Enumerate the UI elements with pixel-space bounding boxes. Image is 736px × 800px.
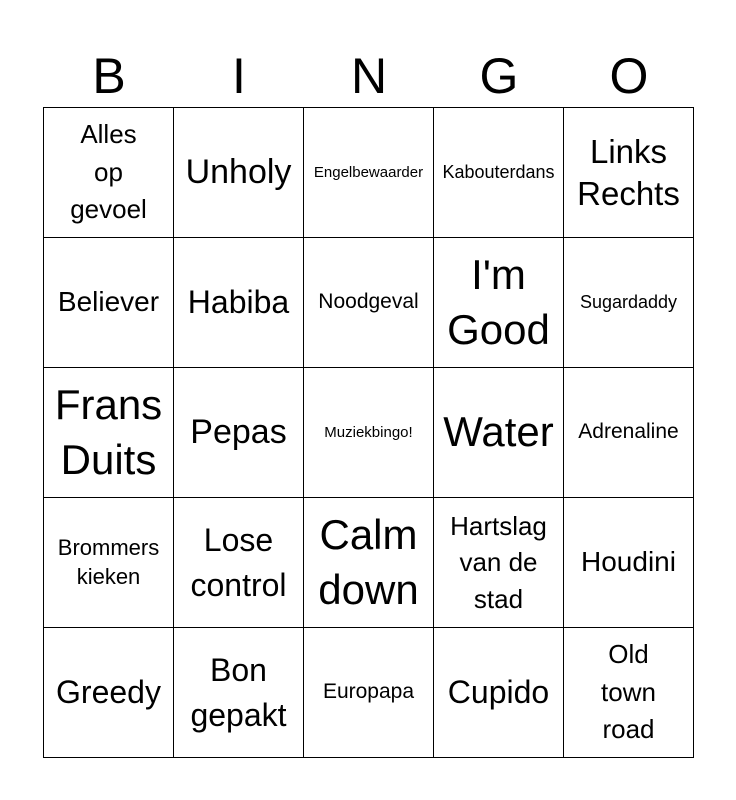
bingo-cell: Adrenaline xyxy=(564,368,694,498)
bingo-cell: Houdini xyxy=(564,498,694,628)
bingo-cell: Habiba xyxy=(174,238,304,368)
header-letter-n: N xyxy=(350,48,388,104)
bingo-cell: Unholy xyxy=(174,108,304,238)
bingo-cell: Muziekbingo! xyxy=(304,368,434,498)
bingo-cell: Lose control xyxy=(174,498,304,628)
bingo-cell: Europapa xyxy=(304,628,434,758)
bingo-cell: Bon gepakt xyxy=(174,628,304,758)
bingo-cell: Noodgeval xyxy=(304,238,434,368)
header-letter-g: G xyxy=(479,48,519,104)
header-letter-i: I xyxy=(232,48,246,104)
bingo-cell: Calm down xyxy=(304,498,434,628)
bingo-cell: Brommers kieken xyxy=(44,498,174,628)
bingo-cell: Water xyxy=(434,368,564,498)
bingo-cell: I'm Good xyxy=(434,238,564,368)
bingo-cell: Believer xyxy=(44,238,174,368)
bingo-cell: Sugardaddy xyxy=(564,238,694,368)
bingo-cell: Links Rechts xyxy=(564,108,694,238)
bingo-cell: Engelbewaarder xyxy=(304,108,434,238)
bingo-cell: Pepas xyxy=(174,368,304,498)
bingo-cell: Alles op gevoel xyxy=(44,108,174,238)
bingo-header xyxy=(44,44,694,108)
bingo-grid xyxy=(43,107,694,758)
bingo-cell: Cupido xyxy=(434,628,564,758)
bingo-cell: Greedy xyxy=(44,628,174,758)
header-letter-b: B xyxy=(92,48,126,104)
bingo-cell: Frans Duits xyxy=(44,368,174,498)
bingo-cell: Hartslag van de stad xyxy=(434,498,564,628)
bingo-cell: Old town road xyxy=(564,628,694,758)
bingo-cell: Kabouterdans xyxy=(434,108,564,238)
header-letter-o: O xyxy=(609,48,649,104)
